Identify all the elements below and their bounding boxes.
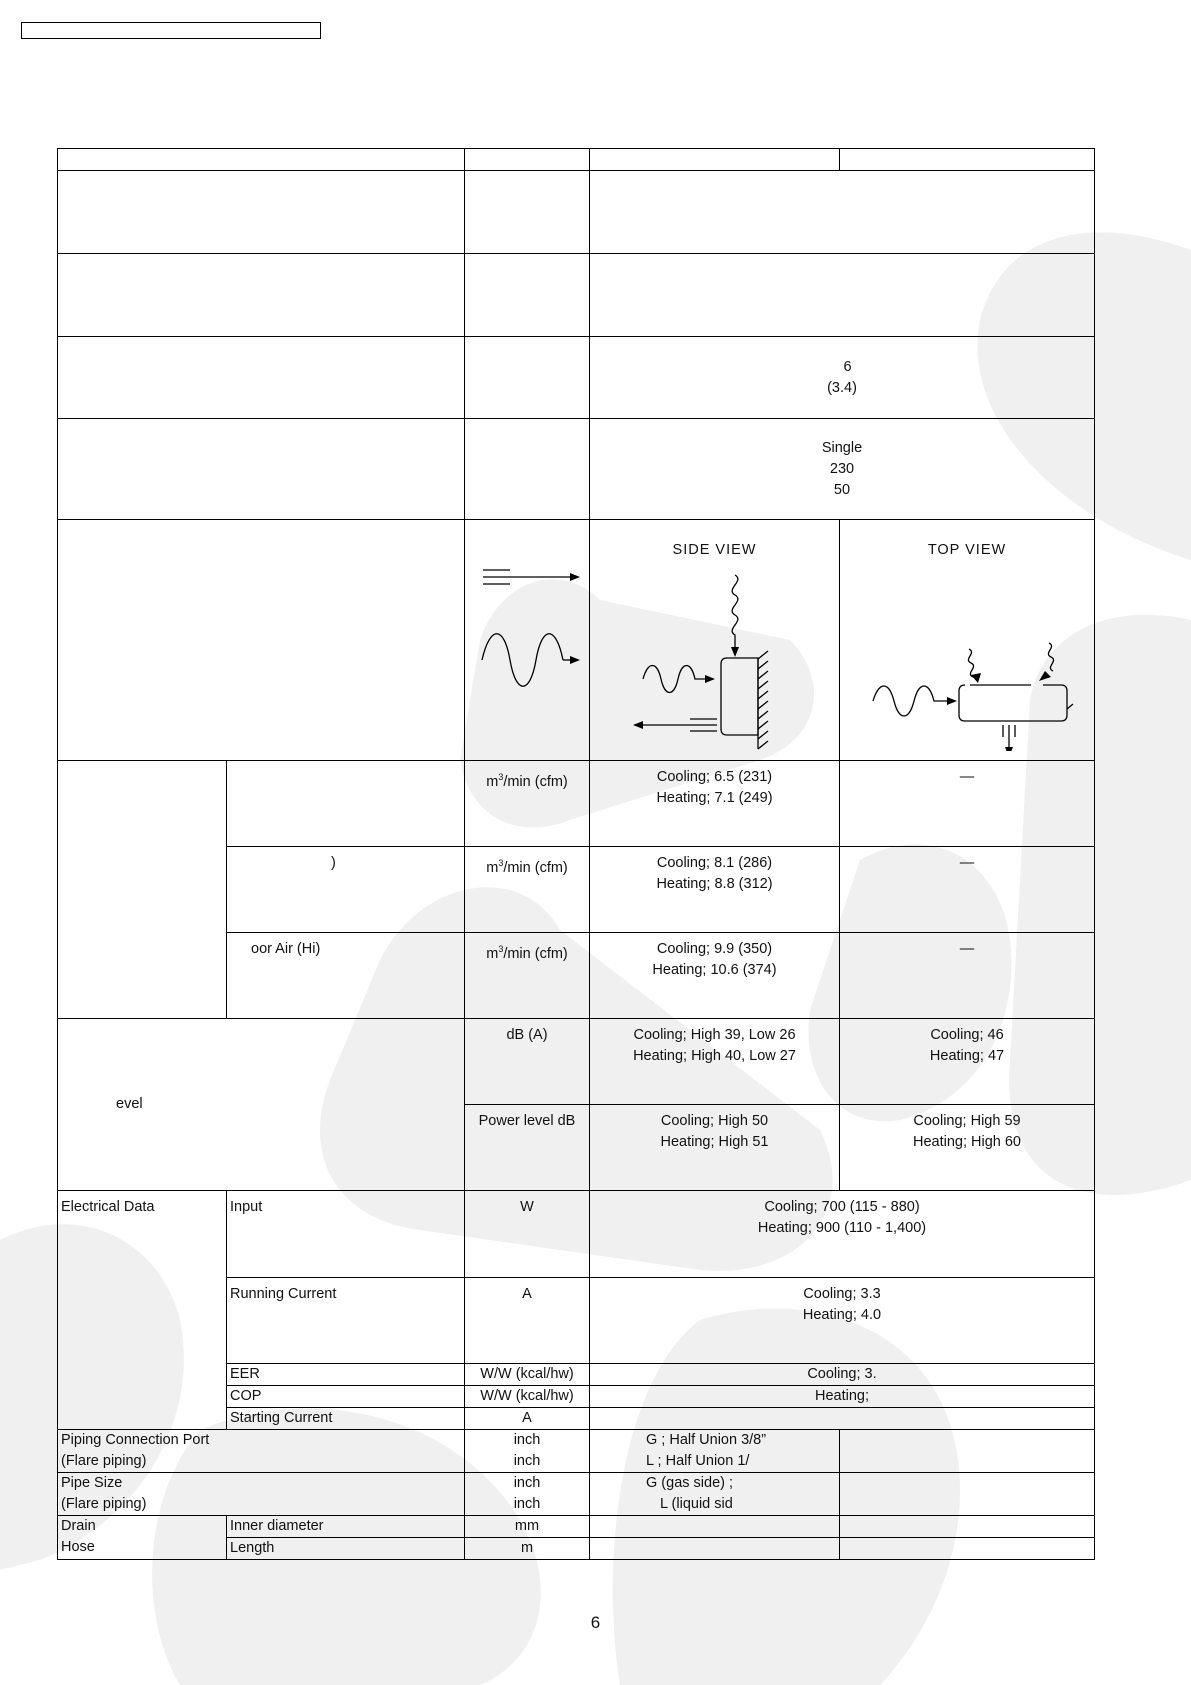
diagram-row	[58, 520, 1095, 761]
airflow-outdoor-1: —	[840, 761, 1095, 847]
top-view-diagram	[845, 561, 1089, 751]
legend-diagram-cell	[465, 520, 590, 761]
drain-length-label: Length	[227, 1538, 465, 1560]
airflow-label-2: )	[227, 847, 465, 933]
noise-indoor-1: Cooling; High 39, Low 26 Heating; High 40, Low 27	[590, 1019, 840, 1105]
drain-inner-label: Inner diameter	[227, 1516, 465, 1538]
noise-indoor-2: Cooling; High 50 Heating; High 51	[590, 1105, 840, 1191]
input-unit: W	[465, 1191, 590, 1278]
phase-value-3: 50	[833, 481, 851, 498]
phase-value-1: Single	[821, 439, 863, 456]
airflow-indoor-1: Cooling; 6.5 (231) Heating; 7.1 (249)	[590, 761, 840, 847]
pipe-size-outdoor	[840, 1473, 1095, 1516]
piping-port-outdoor	[840, 1430, 1095, 1473]
noise-unit-2: Power level dB	[465, 1105, 590, 1191]
piping-port-unit: inch inch	[465, 1430, 590, 1473]
running-current-unit: A	[465, 1278, 590, 1364]
input-value: Cooling; 700 (115 - 880) Heating; 900 (110 - 1,400)	[590, 1191, 1095, 1278]
noise-outdoor-1: Cooling; 46 Heating; 47	[840, 1019, 1095, 1105]
power-supply-row	[58, 337, 1095, 419]
input-label: Input	[227, 1191, 465, 1278]
piping-port-indoor: G ; Half Union 3/8” L ; Half Union 1/	[590, 1430, 840, 1473]
top-view-cell	[840, 520, 1095, 761]
blank-row-2	[58, 254, 1095, 337]
phase-value-2: 230	[829, 460, 855, 477]
piping-port-row	[58, 1430, 1095, 1473]
header-row	[58, 149, 1095, 171]
header-outdoor-cell	[840, 149, 1095, 171]
eer-unit: W/W (kcal/hw)	[465, 1364, 590, 1386]
cop-unit: W/W (kcal/hw)	[465, 1386, 590, 1408]
power-supply-value-1: 6	[843, 358, 852, 375]
cop-value: Heating;	[590, 1386, 1095, 1408]
running-current-value: Cooling; 3.3 Heating; 4.0	[590, 1278, 1095, 1364]
cop-label: COP	[227, 1386, 465, 1408]
header-item-cell	[58, 149, 465, 171]
spec-table	[57, 148, 1095, 1560]
header-unit-cell	[465, 149, 590, 171]
airflow-indoor-2: Cooling; 8.1 (286) Heating; 8.8 (312)	[590, 847, 840, 933]
electrical-input-row	[58, 1191, 1095, 1278]
running-current-label: Running Current	[227, 1278, 465, 1364]
phase-row	[58, 419, 1095, 520]
drain-label: Drain Hose	[58, 1516, 227, 1560]
pipe-size-unit: inch inch	[465, 1473, 590, 1516]
noise-label: evel	[58, 1019, 465, 1191]
airflow-unit-2: $m^3/\min$ (cfm)	[465, 847, 590, 933]
airflow-label-1	[227, 761, 465, 847]
top-view-title: TOP VIEW	[927, 542, 1007, 558]
legend-diagram	[468, 520, 586, 750]
airflow-unit-3: $m^3/\min$ (cfm)	[465, 933, 590, 1019]
starting-current-label: Starting Current	[227, 1408, 465, 1430]
header-box	[21, 22, 321, 39]
airflow-unit-1: $m^3/\min$ (cfm)	[465, 761, 590, 847]
starting-current-value	[590, 1408, 1095, 1430]
drain-length-unit: m	[465, 1538, 590, 1560]
airflow-row-1	[58, 761, 1095, 847]
eer-label: EER	[227, 1364, 465, 1386]
page-number: 6	[590, 1613, 601, 1632]
header-indoor-cell	[590, 149, 840, 171]
noise-outdoor-2: Cooling; High 59 Heating; High 60	[840, 1105, 1095, 1191]
phase-value-cell	[590, 419, 1095, 520]
power-supply-value-cell	[590, 337, 1095, 419]
airflow-label-3: oor Air (Hi)	[227, 933, 465, 1019]
airflow-outdoor-3: —	[840, 933, 1095, 1019]
noise-row-1	[58, 1019, 1095, 1105]
starting-current-unit: A	[465, 1408, 590, 1430]
airflow-indoor-3: Cooling; 9.9 (350) Heating; 10.6 (374)	[590, 933, 840, 1019]
side-view-title: SIDE VIEW	[672, 542, 757, 558]
drain-inner-row	[58, 1516, 1095, 1538]
power-supply-value-2: (3.4)	[827, 379, 857, 396]
airflow-group-cell	[58, 761, 227, 1019]
airflow-outdoor-2: —	[840, 847, 1095, 933]
pipe-size-indoor: G (gas side) ; L (liquid sid	[590, 1473, 840, 1516]
noise-unit-1: dB (A)	[465, 1019, 590, 1105]
blank-row-1	[58, 171, 1095, 254]
side-view-diagram	[595, 561, 835, 751]
pipe-size-label: Pipe Size (Flare piping)	[58, 1473, 465, 1516]
eer-value: Cooling; 3.	[590, 1364, 1095, 1386]
drain-inner-unit: mm	[465, 1516, 590, 1538]
pipe-size-row	[58, 1473, 1095, 1516]
side-view-cell	[590, 520, 840, 761]
piping-port-label: Piping Connection Port (Flare piping)	[58, 1430, 465, 1473]
electrical-label: Electrical Data	[58, 1191, 227, 1430]
